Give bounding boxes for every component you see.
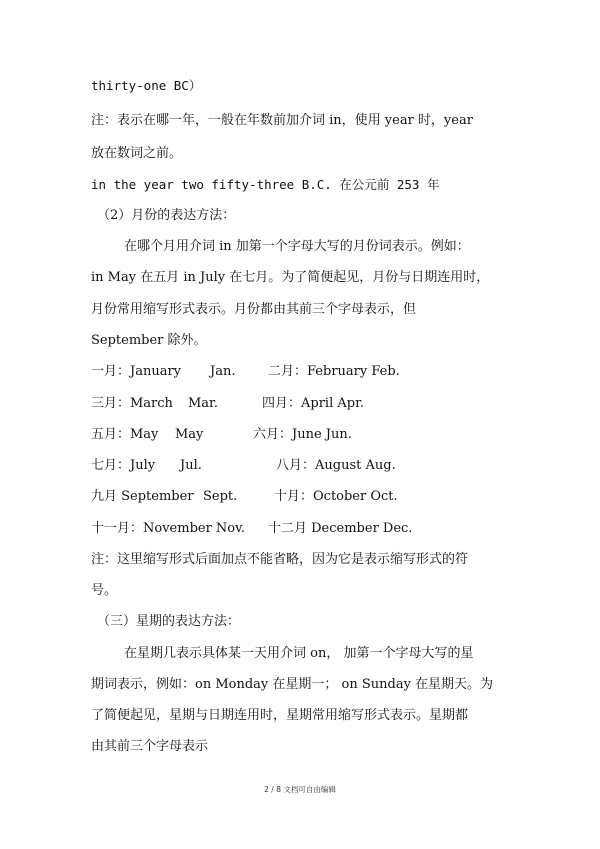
month-row-1-right: 二月：February Feb.	[268, 364, 400, 379]
month-row-4-right: 八月：August Aug.	[276, 458, 396, 473]
month-row-1-name: 一月：January	[91, 364, 182, 379]
note-year-line-2: 放在数词之前。	[91, 146, 183, 161]
abbrev-note-line: 注：这里缩写形式后面加点不能省略，因为它是表示缩写形式的符	[91, 552, 469, 567]
month-row-6-right: 十二月 December Dec.	[268, 521, 413, 536]
weekdays-example-line: 期词表示，例如：on Monday 在星期一； on Sunday 在星期天。为	[91, 677, 494, 692]
section-heading-weekdays: （三）星期的表达方法：	[97, 614, 241, 629]
weekdays-abbrev-line-2: 由其前三个字母表示	[91, 739, 209, 754]
months-intro-line: 在哪个月用介词 in 加第一个字母大写的月份词表示。例如：	[124, 239, 470, 254]
year-example-line: in the year two fifty-three B.C. 在公元前 253 年	[91, 177, 440, 192]
text-line-1: thirty-one BC）	[91, 78, 202, 93]
month-row-2-right: 四月：April Apr.	[262, 396, 365, 411]
month-row-3-abbr: May	[175, 427, 204, 442]
abbrev-note-line-2: 号。	[91, 583, 118, 598]
month-row-5-abbr: Sept.	[203, 489, 238, 504]
month-row-4-abbr: Jul.	[180, 458, 202, 473]
weekdays-abbrev-line: 了简便起见，星期与日期连用时，星期常用缩写形式表示。星期都	[91, 708, 469, 723]
month-row-3-name: 五月：May	[91, 427, 159, 442]
month-row-2-name: 三月：March	[91, 396, 173, 411]
page-footer: 2 / 8 文档可自由编辑	[264, 785, 336, 794]
month-row-4-name: 七月：July	[91, 458, 156, 473]
section-heading-months: （2）月份的表达方法：	[97, 208, 236, 223]
weekdays-intro-line: 在星期几表示具体某一天用介词 on， 加第一个字母大写的星	[124, 646, 474, 661]
months-exception-line: September 除外。	[91, 333, 207, 348]
month-row-6-name: 十一月：November Nov.	[91, 521, 246, 536]
months-example-line: in May 在五月 in July 在七月。为了简便起见，月份与日期连用时，	[91, 270, 490, 285]
month-row-5-name: 九月 September	[91, 489, 194, 504]
note-year-line: 注：表示在哪一年，一般在年数前加介词 in，使用 year 时，year	[91, 113, 473, 128]
month-row-3-right: 六月：June Jun.	[253, 427, 352, 442]
months-abbrev-line: 月份常用缩写形式表示。月份都由其前三个字母表示，但	[91, 302, 417, 317]
month-row-5-right: 十月：October Oct.	[274, 489, 398, 504]
month-row-1-abbr: Jan.	[210, 364, 236, 379]
month-row-2-abbr: Mar.	[188, 396, 218, 411]
